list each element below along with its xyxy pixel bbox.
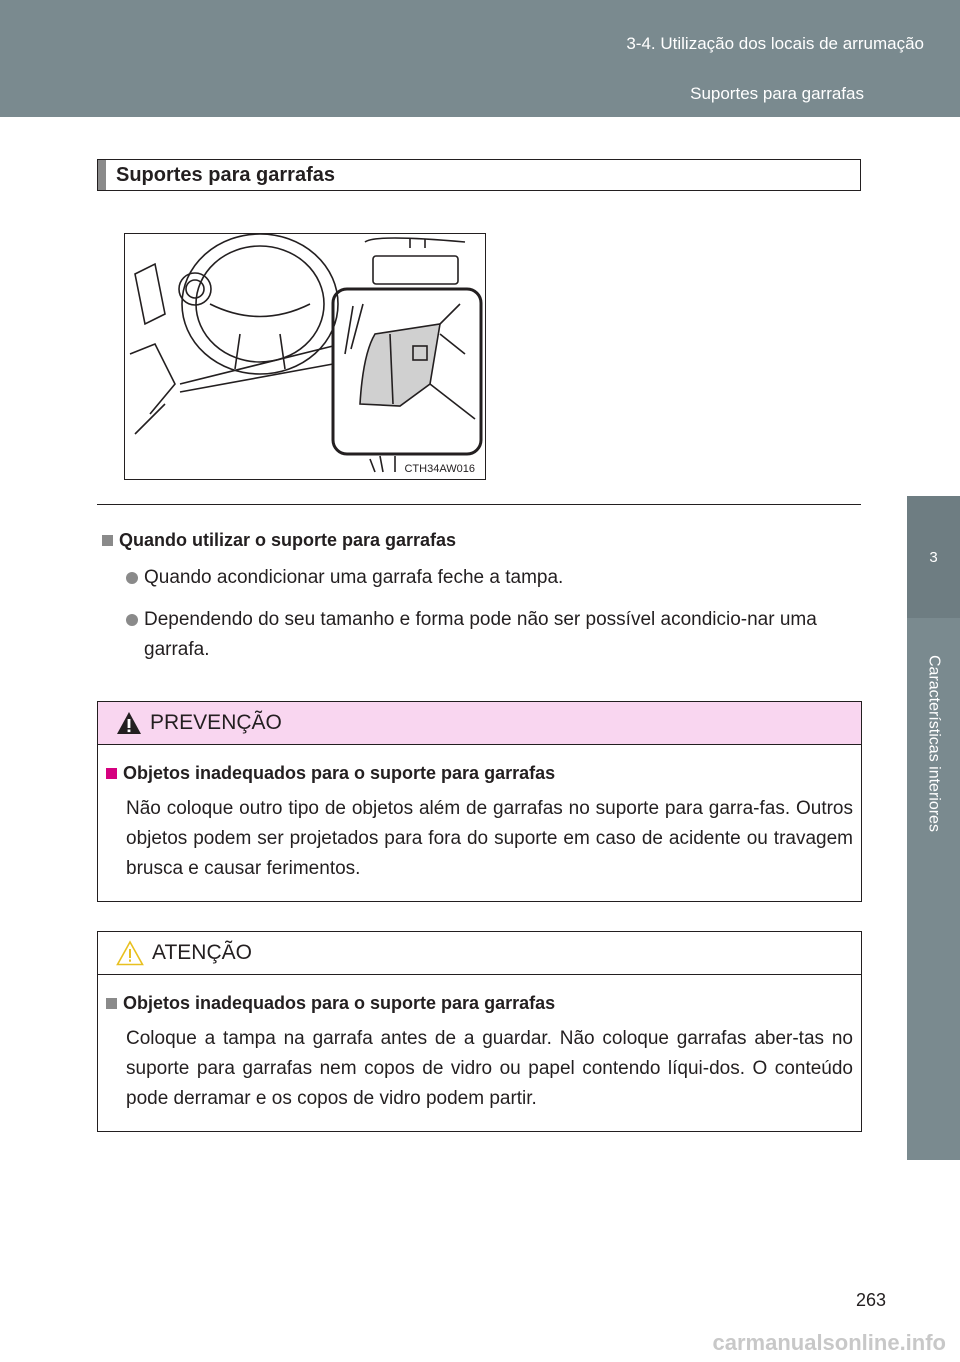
caution-subtitle	[106, 763, 853, 784]
side-tab-number: 3	[907, 496, 960, 618]
note-bullet-text: Dependendo do seu tamanho e forma pode não ser possível acondicio-nar uma garrafa.	[144, 609, 817, 660]
square-bullet-icon	[106, 998, 117, 1009]
round-bullet-icon	[126, 614, 138, 626]
caution-body	[98, 745, 861, 884]
square-bullet-icon	[106, 768, 117, 779]
note-bullet	[102, 605, 842, 665]
note-bullet-text: Quando acondicionar uma garrafa feche a tampa.	[144, 567, 564, 588]
usage-note	[102, 530, 842, 665]
note-title-text: Quando utilizar o suporte para garrafas	[119, 530, 457, 550]
side-tab-label	[907, 618, 960, 868]
chapter-title: 3-4. Utilização dos locais de arrumação	[626, 34, 924, 53]
section-tab: Suportes para garrafas	[690, 84, 864, 103]
notice-body	[98, 975, 861, 1114]
section-heading-text: Suportes para garrafas	[116, 163, 335, 186]
watermark: carmanualsonline.info	[712, 1330, 946, 1355]
square-bullet-icon	[102, 535, 113, 546]
dashboard-illustration	[124, 233, 486, 480]
note-title	[102, 530, 842, 551]
caution-box	[97, 701, 862, 902]
caution-text: Não coloque outro tipo de objetos além de garrafas no suporte para garra-fas. Outros objetos podem ser projetados para fora do suporte em caso de acidente ou travagem brusca e causar ferimentos.	[126, 798, 853, 879]
notice-label: ATENÇÃO	[152, 941, 252, 964]
notice-text: Coloque a tampa na garrafa antes de a guardar. Não coloque garrafas aber-tas no suporte para garrafas nem copos de vidro ou papel contendo líqui-dos. O conteúdo pode derramar e os copos de vidro podem partir.	[126, 1028, 853, 1109]
heading-bar	[98, 160, 106, 190]
side-tab-label-text: Características interiores	[925, 654, 943, 832]
notice-subtitle-text: Objetos inadequados para o suporte para garrafas	[123, 993, 556, 1013]
dashboard-drawing	[125, 234, 486, 480]
page-number: 263	[856, 1290, 887, 1310]
caution-label: PREVENÇÃO	[150, 711, 282, 734]
section-heading	[97, 159, 861, 191]
notice-box	[97, 931, 862, 1132]
notice-subtitle	[106, 993, 853, 1014]
round-bullet-icon	[126, 572, 138, 584]
caution-header	[98, 702, 861, 745]
caution-triangle-icon	[116, 940, 144, 966]
figure-code: CTH34AW016	[404, 463, 475, 475]
divider-rule	[97, 504, 861, 505]
notice-header	[98, 932, 861, 975]
warning-triangle-icon	[116, 711, 142, 735]
caution-subtitle-text: Objetos inadequados para o suporte para garrafas	[123, 763, 556, 783]
note-bullet	[102, 563, 842, 593]
